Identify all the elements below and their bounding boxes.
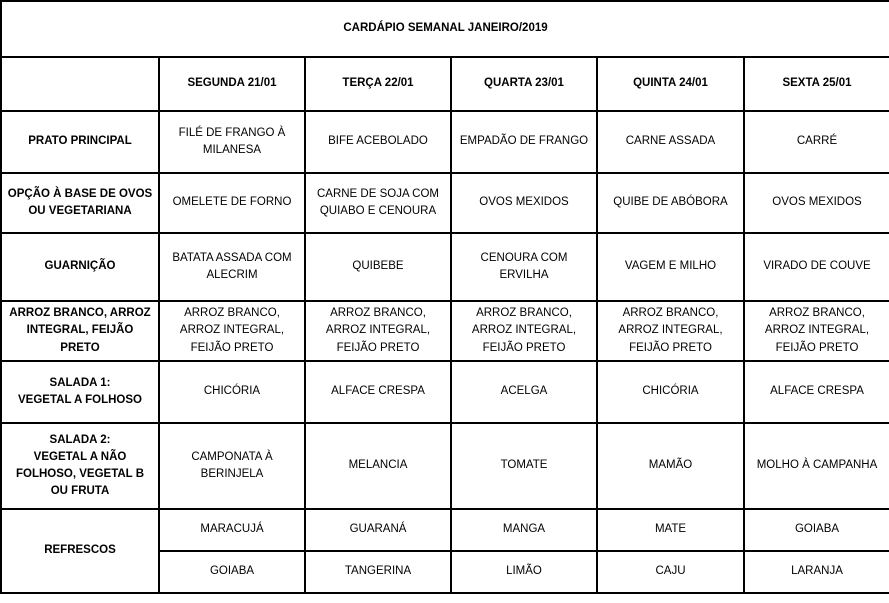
menu-cell: QUIBE DE ABÓBORA bbox=[597, 173, 744, 233]
column-header-thursday: QUINTA 24/01 bbox=[597, 57, 744, 111]
column-header-tuesday: TERÇA 22/01 bbox=[305, 57, 451, 111]
menu-cell: ARROZ BRANCO, ARROZ INTEGRAL, FEIJÃO PRETO bbox=[451, 301, 597, 361]
table-row bbox=[1, 301, 889, 361]
menu-cell: TANGERINA bbox=[305, 551, 451, 593]
menu-cell: CHICÓRIA bbox=[159, 361, 305, 423]
row-label-refrescos: REFRESCOS bbox=[1, 509, 159, 593]
column-header-friday: SEXTA 25/01 bbox=[744, 57, 889, 111]
menu-cell: TOMATE bbox=[451, 423, 597, 509]
table-row bbox=[1, 111, 889, 173]
table-row bbox=[1, 233, 889, 301]
menu-cell: CARNE DE SOJA COM QUIABO E CENOURA bbox=[305, 173, 451, 233]
menu-cell: VIRADO DE COUVE bbox=[744, 233, 889, 301]
menu-cell: CAJU bbox=[597, 551, 744, 593]
menu-cell: ALFACE CRESPA bbox=[305, 361, 451, 423]
menu-cell: OVOS MEXIDOS bbox=[451, 173, 597, 233]
menu-cell: FILÉ DE FRANGO À MILANESA bbox=[159, 111, 305, 173]
menu-cell: OMELETE DE FORNO bbox=[159, 173, 305, 233]
menu-cell: GOIABA bbox=[159, 551, 305, 593]
menu-cell: OVOS MEXIDOS bbox=[744, 173, 889, 233]
menu-cell: CAMPONATA À BERINJELA bbox=[159, 423, 305, 509]
row-label-guarnicao: GUARNIÇÃO bbox=[1, 233, 159, 301]
menu-cell: EMPADÃO DE FRANGO bbox=[451, 111, 597, 173]
menu-cell: MELANCIA bbox=[305, 423, 451, 509]
table-row bbox=[1, 173, 889, 233]
menu-title: CARDÁPIO SEMANAL JANEIRO/2019 bbox=[1, 1, 889, 57]
menu-cell: VAGEM E MILHO bbox=[597, 233, 744, 301]
table-row bbox=[1, 361, 889, 423]
menu-cell: CHICÓRIA bbox=[597, 361, 744, 423]
menu-cell: ARROZ BRANCO, ARROZ INTEGRAL, FEIJÃO PRETO bbox=[744, 301, 889, 361]
menu-cell: LARANJA bbox=[744, 551, 889, 593]
menu-cell: BATATA ASSADA COM ALECRIM bbox=[159, 233, 305, 301]
table-row bbox=[1, 423, 889, 509]
menu-cell: MARACUJÁ bbox=[159, 509, 305, 551]
menu-cell: ARROZ BRANCO, ARROZ INTEGRAL, FEIJÃO PRETO bbox=[305, 301, 451, 361]
header-row bbox=[1, 57, 889, 111]
menu-cell: ARROZ BRANCO, ARROZ INTEGRAL, FEIJÃO PRETO bbox=[159, 301, 305, 361]
menu-cell: GUARANÁ bbox=[305, 509, 451, 551]
row-label-salada-2: SALADA 2: VEGETAL A NÃO FOLHOSO, VEGETAL B OU FRUTA bbox=[1, 423, 159, 509]
menu-cell: QUIBEBE bbox=[305, 233, 451, 301]
menu-cell: MATE bbox=[597, 509, 744, 551]
menu-cell: ARROZ BRANCO, ARROZ INTEGRAL, FEIJÃO PRETO bbox=[597, 301, 744, 361]
menu-cell: MAMÃO bbox=[597, 423, 744, 509]
menu-cell: CARRÉ bbox=[744, 111, 889, 173]
row-label-opcao-vegetariana: OPÇÃO À BASE DE OVOS OU VEGETARIANA bbox=[1, 173, 159, 233]
menu-cell: ACELGA bbox=[451, 361, 597, 423]
table-row bbox=[1, 509, 889, 551]
menu-cell: MOLHO À CAMPANHA bbox=[744, 423, 889, 509]
menu-cell: GOIABA bbox=[744, 509, 889, 551]
menu-cell: CENOURA COM ERVILHA bbox=[451, 233, 597, 301]
row-label-salada-1: SALADA 1: VEGETAL A FOLHOSO bbox=[1, 361, 159, 423]
row-label-arroz-feijao: ARROZ BRANCO, ARROZ INTEGRAL, FEIJÃO PRETO bbox=[1, 301, 159, 361]
column-header-wednesday: QUARTA 23/01 bbox=[451, 57, 597, 111]
corner-cell bbox=[1, 57, 159, 111]
menu-cell: LIMÃO bbox=[451, 551, 597, 593]
menu-cell: CARNE ASSADA bbox=[597, 111, 744, 173]
menu-cell: BIFE ACEBOLADO bbox=[305, 111, 451, 173]
column-header-monday: SEGUNDA 21/01 bbox=[159, 57, 305, 111]
menu-cell: ALFACE CRESPA bbox=[744, 361, 889, 423]
title-row bbox=[1, 1, 889, 57]
row-label-prato-principal: PRATO PRINCIPAL bbox=[1, 111, 159, 173]
menu-cell: MANGA bbox=[451, 509, 597, 551]
